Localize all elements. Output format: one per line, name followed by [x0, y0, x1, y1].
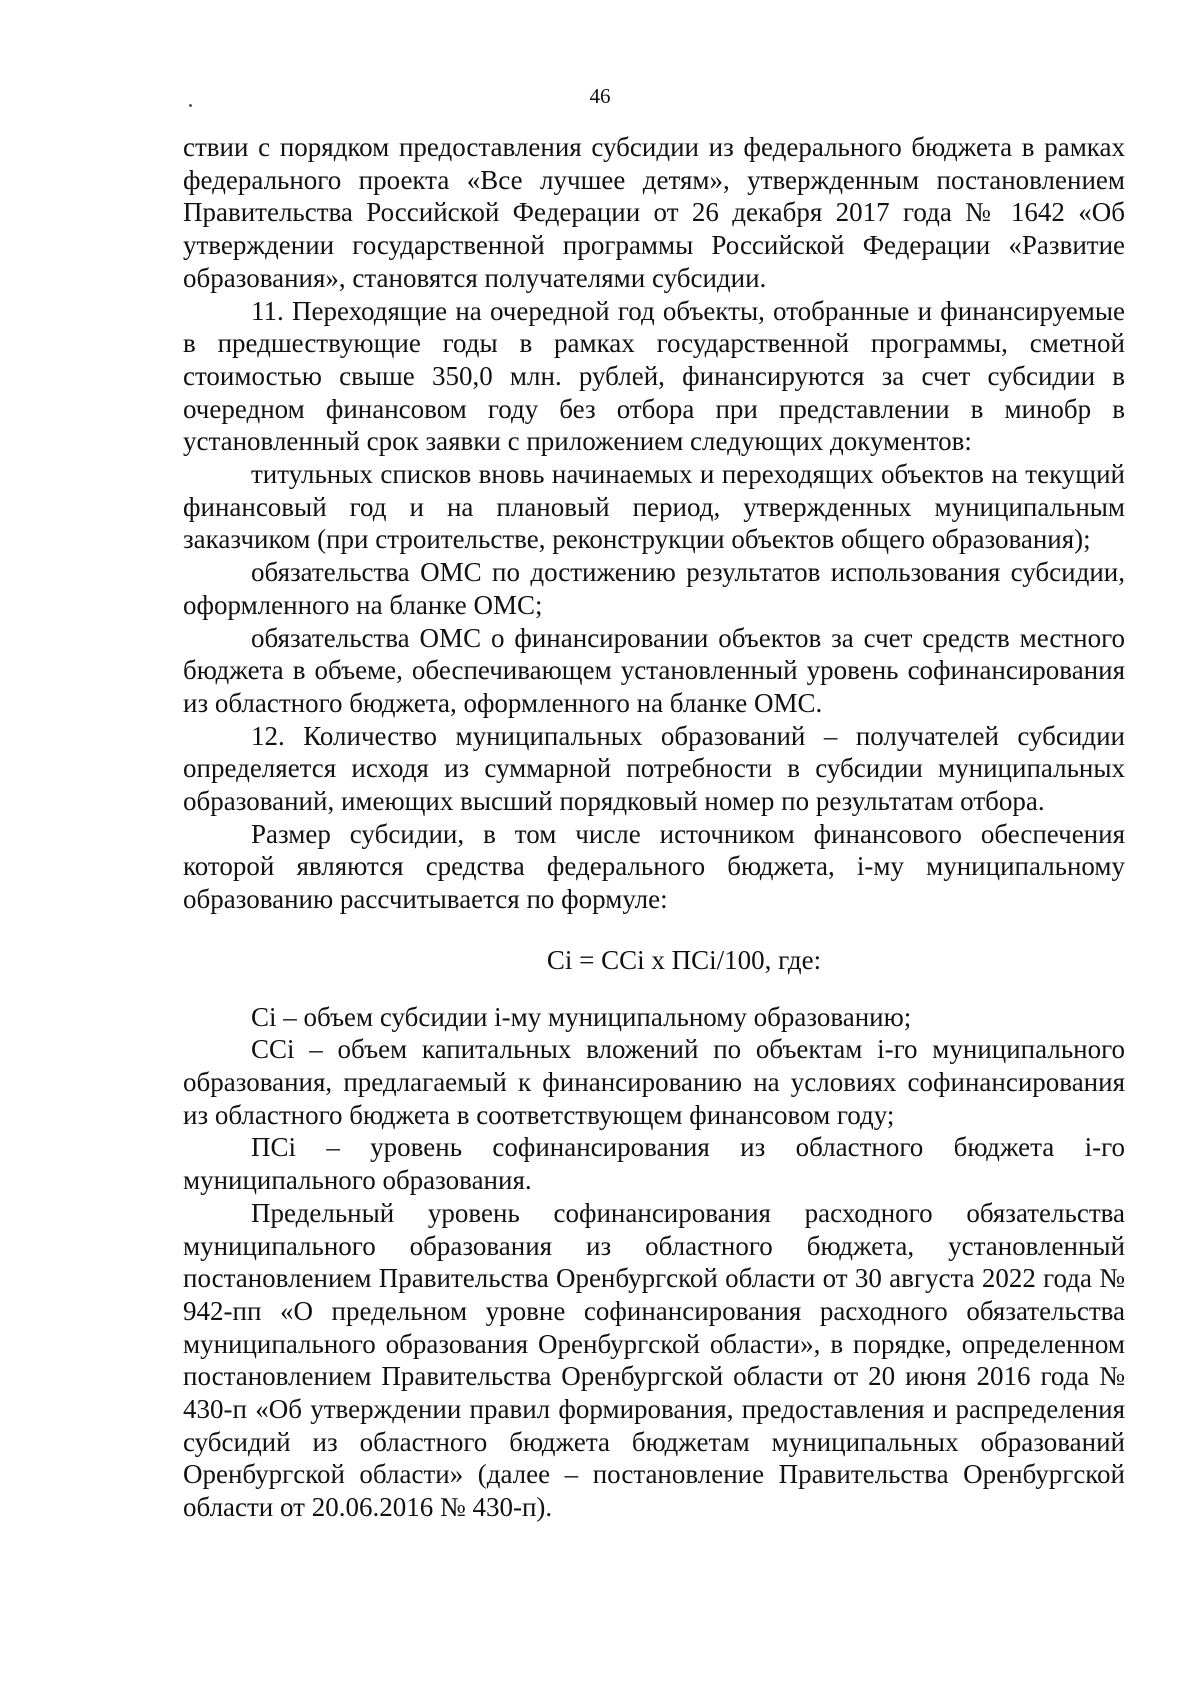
paragraph-title-lists: титульных списков вновь начинаемых и переходящих объектов на текущий финансовый год и на плановый период, утвержденных муниципальным заказчиком (при строительстве, реконструкции объектов общего образования);: [183, 459, 1125, 555]
paragraph-def-psi: ПСi – уровень софинансирования из областного бюджета i-го муниципального образования.: [183, 1132, 1125, 1196]
paragraph-obligation-results: обязательства ОМС по достижению результатов использования субсидии, оформленного на бланке ОМС;: [183, 557, 1125, 620]
paragraph-max-level: Предельный уровень софинансирования расходного обязательства муниципального образования из областного бюджета, установленный постановлением Правительства Оренбургской области от 30 августа 2022 года № 942-пп «О предельном уровне софинансирования расходного обязательства муниципального образования Оренбургской области», в порядке, определенном постановлением Правительства Оренбургской области от 20 июня 2016 года № 430-п «Об утверждении правил формирования, предоставления и распределения субсидий из областного бюджета бюджетам муниципальных образований Оренбургской области» (далее – постановление Правительства Оренбургской области от 20.06.2016 № 430-п).: [183, 1197, 1125, 1523]
page-number: 46: [589, 84, 611, 108]
document-body: [183, 131, 1125, 1524]
scan-speck: [189, 104, 192, 107]
paragraph-subsidy-size: Размер субсидии, в том числе источником финансового обеспечения которой являются средства федерального бюджета, i-му муниципальному образованию рассчитывается по формуле:: [183, 818, 1125, 915]
paragraph-item-11: 11. Переходящие на очередной год объекты, отобранные и финансируемые в предшествующие годы в рамках государственной программы, сметной стоимостью свыше 350,0 млн. рублей, финансируются за счет субсидии в очередном финансовом году без отбора при представлении в минобр в установленный срок заявки с приложением следующих документов:: [183, 295, 1125, 457]
paragraph-obligation-financing: обязательства ОМС о финансировании объектов за счет средств местного бюджета в объеме, обеспечивающем установленный уровень софинансирования из областного бюджета, оформленного на бланке ОМС.: [183, 622, 1125, 718]
formula: Ci = CCi x ПСi/100, где:: [546, 944, 822, 975]
paragraph-continuation: ствии с порядком предоставления субсидии из федерального бюджета в рамках федерального проекта «Все лучшее детям», утвержденным постановлением Правительства Российской Федерации от 26 декабря 2017 года № 1642 «Об утверждении государственной программы Российской Федерации «Развитие образования», становятся получателями субсидии.: [183, 132, 1125, 293]
paragraph-item-12: 12. Количество муниципальных образований – получателей субсидии определяется исходя из суммарной потребности в субсидии муниципальных образований, имеющих высший порядковый номер по результатам отбора.: [183, 720, 1125, 817]
paragraph-def-ci: Ci – объем субсидии i-му муниципальному образованию;: [251, 1001, 912, 1032]
paragraph-def-cci: CCi – объем капитальных вложений по объектам i-го муниципального образования, предлагаемый к финансированию на условиях софинансирования из областного бюджета в соответствующем финансовом году;: [183, 1034, 1125, 1130]
